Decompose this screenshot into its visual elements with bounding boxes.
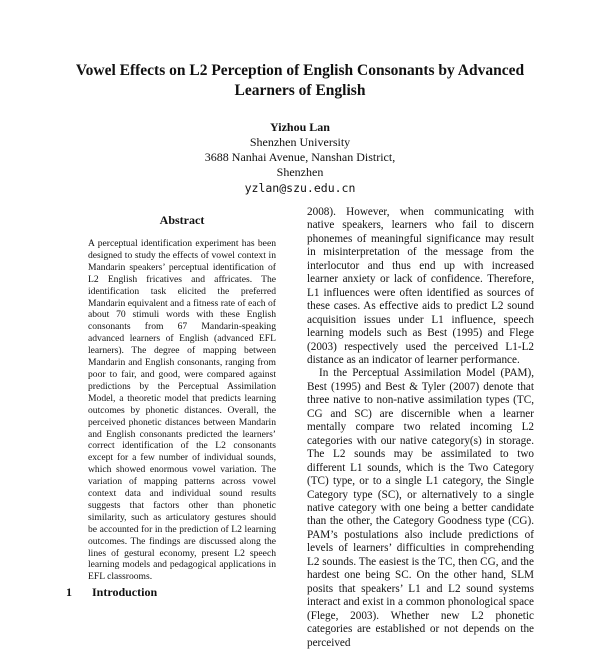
author-affiliation: Shenzhen University xyxy=(249,135,351,149)
body-paragraph-2: In the Perceptual Assimilation Model (PAM), Best (1995) and Best & Tyler (2007) denote that three native to non-native assimilation types (TC, CG and SC) are discernible when a learner mentally compare two related incoming L2 categories with our native category(s) in storage. The L2 sounds may be assimilated to two different L1 sounds, which is the Two Category (TC) type, or to a single L1 category, the Single Category type (SC), or alternatively to a single native category with one being a better candidate than the other, the Category Goodness type (CG). PAM’s postulations also include predictions of levels of learners’ difficulties in comprehending L2 sounds. The easiest is the TC, then CG, and the hardest one being SC. On the other hand, SLM posits that speakers’ L1 and L2 sound systems interact and exist in a common phonological space (Flege, 2003). Whether new L2 phonetic categories are established or not depends on the perceived xyxy=(307,367,534,649)
abstract-heading: Abstract xyxy=(159,213,205,227)
abstract-text: A perceptual identification experiment has been designed to study the effects of vowel context in Mandarin speakers’ perceptual identification of L2 English fricatives and affricates. The identification task elicited the preferred Mandarin equivalent and a fitness rate of each of about 70 stimuli words with these English consonants from 67 Mandarin-speaking advanced learners of English (advanced EFL learners). The degree of mapping between Mandarin and English consonants, ranging from poor to fair, and good, were compared against predictions by the Perceptual Assimilation Model, a theoretic model that predicts learning outcomes by phonetic distances. Overall, the perceived phonetic distances between Mandarin and English consonants predicted the learners’ correct identification of the L2 consonants except for a few number of individual sounds, which showed enormous vowel variation. The variation of mapping patterns across vowel context data and individual sound results suggests that factors other than phonetic similarity, such as articulatory gestures should be accounted for in the prediction of L2 learning outcomes. The findings are discussed along the lines of gestural economy, present L2 speech learning models and pedagogical applications in EFL classrooms. xyxy=(88,238,276,583)
body-paragraph-1: 2008). However, when communicating with native speakers, learners who fail to discern phonemes of meaningful significance may result in misinterpretation of the message from the interlocutor and thus end up with increased learner anxiety or lack of confidence. Therefore, L1 influences were often identified as sources of these cases. As effective aids to predict L2 sound acquisition issues under L1 influence, speech learning models such as Best (1995) and Flege (2003) respectively used the perceived L1-L2 distance as an indicator of learner performance. xyxy=(307,206,534,366)
section-title: Introduction xyxy=(92,585,158,599)
section-heading-introduction xyxy=(66,585,157,600)
section-number: 1 xyxy=(66,585,72,599)
right-column xyxy=(307,206,534,650)
paper-title: Vowel Effects on L2 Perception of English Consonants by Advanced Learners of English xyxy=(75,62,525,99)
author-address-line2: Shenzhen xyxy=(276,165,324,179)
author-block xyxy=(100,120,500,197)
author-email: yzlan@szu.edu.cn xyxy=(244,181,356,195)
author-address-line1: 3688 Nanhai Avenue, Nanshan District, xyxy=(204,150,396,164)
author-name: Yizhou Lan xyxy=(270,120,330,134)
